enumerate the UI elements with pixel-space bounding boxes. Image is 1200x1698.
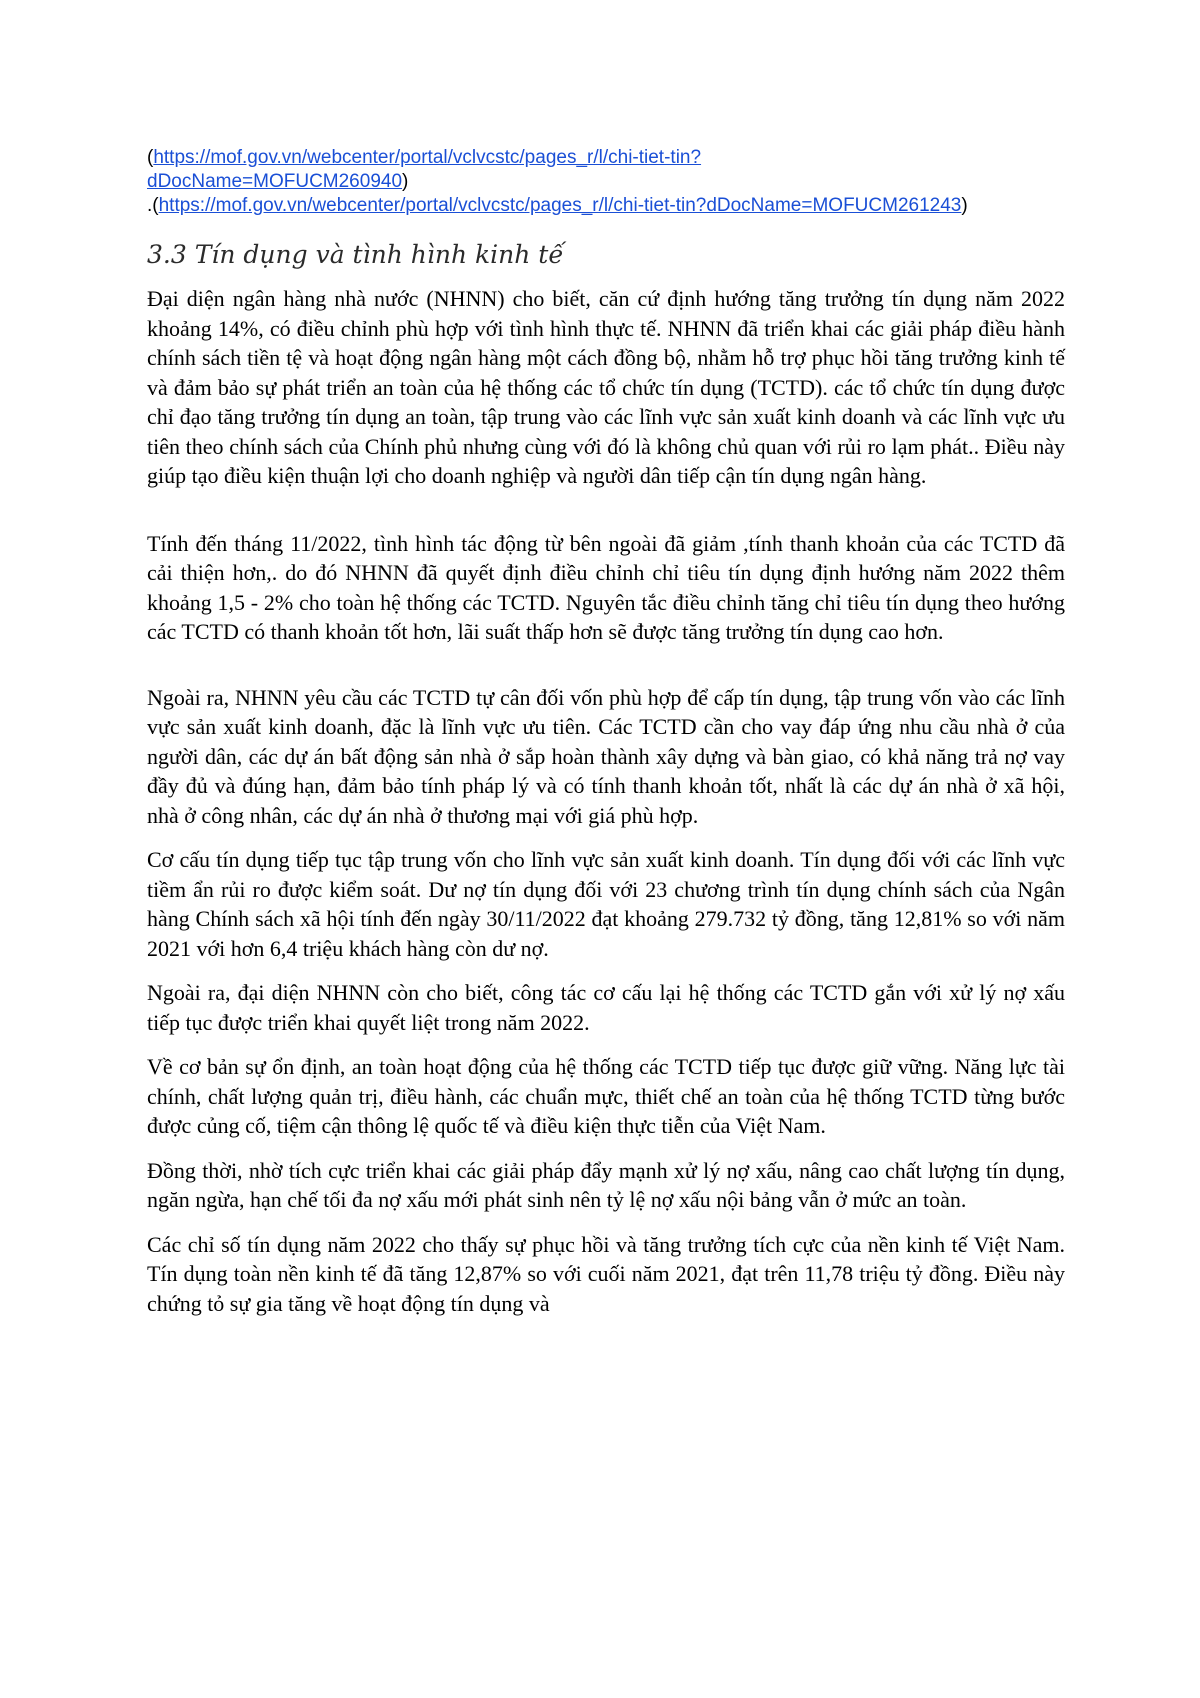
reference-line-2 bbox=[147, 170, 1065, 194]
paragraph-4: Cơ cấu tín dụng tiếp tục tập trung vốn cho lĩnh vực sản xuất kinh doanh. Tín dụng đối với các lĩnh vực tiềm ẩn rủi ro được kiểm soát. Dư nợ tín dụng đối với 23 chương trình tín dụng chính sách của Ngân hàng Chính sách xã hội tính đến ngày 30/11/2022 đạt khoảng 279.732 tỷ đồng, tăng 12,81% so với năm 2021 với hơn 6,4 triệu khách hàng còn dư nợ. bbox=[147, 847, 1065, 961]
reference-link-1-continued[interactable]: dDocName=MOFUCM260940 bbox=[147, 171, 403, 192]
page-content bbox=[147, 146, 1065, 1318]
reference-line-1 bbox=[147, 146, 1065, 170]
paren-close-2: ) bbox=[961, 195, 968, 216]
reference-link-2[interactable]: https://mof.gov.vn/webcenter/portal/vclvcstc/pages_r/l/chi-tiet-tin?dDocName=MOFUCM261243 bbox=[158, 195, 962, 216]
section-heading: 3.3 Tín dụng và tình hình kinh tế bbox=[147, 240, 564, 269]
paragraph-6: Về cơ bản sự ổn định, an toàn hoạt động của hệ thống các TCTD tiếp tục được giữ vững. Năng lực tài chính, chất lượng quản trị, điều hành, các chuẩn mực, thiết chế an toàn của hệ thống TCTD từng bước được củng cố, tiệm cận thông lệ quốc tế và điều kiện thực tiễn của Việt Nam. bbox=[147, 1054, 1065, 1138]
reference-line-3 bbox=[147, 194, 1065, 218]
reference-link-1[interactable]: https://mof.gov.vn/webcenter/portal/vclvcstc/pages_r/l/chi-tiet-tin? bbox=[153, 147, 702, 168]
paragraph-2: Tính đến tháng 11/2022, tình hình tác động từ bên ngoài đã giảm ,tính thanh khoản của các TCTD đã cải thiện hơn,. do đó NHNN đã quyết định điều chỉnh chỉ tiêu tín dụng định hướng năm 2022 thêm khoảng 1,5 - 2% cho toàn hệ thống các TCTD. Nguyên tắc điều chỉnh tăng chỉ tiêu tín dụng theo hướng các TCTD có thanh khoản tốt hơn, lãi suất thấp hơn sẽ được tăng trưởng tín dụng cao hơn. bbox=[147, 530, 1065, 644]
paren-close: ) bbox=[402, 171, 409, 192]
paren-open-2: .( bbox=[147, 195, 159, 216]
paragraph-1: Đại diện ngân hàng nhà nước (NHNN) cho biết, căn cứ định hướng tăng trưởng tín dụng năm 2022 khoảng 14%, có điều chỉnh phù hợp với tình hình thực tế. NHNN đã triển khai các giải pháp điều hành chính sách tiền tệ và hoạt động ngân hàng một cách đồng bộ, nhằm hỗ trợ phục hồi tăng trưởng kinh tế và đảm bảo sự phát triển an toàn của hệ thống các tổ chức tín dụng (TCTD). các tổ chức tín dụng được chỉ đạo tăng trưởng tín dụng an toàn, tập trung vào các lĩnh vực sản xuất kinh doanh và các lĩnh vực ưu tiên theo chính sách của Chính phủ nhưng cùng với đó là không chủ quan với rủi ro lạm phát.. Điều này giúp tạo điều kiện thuận lợi cho doanh nghiệp và người dân tiếp cận tín dụng ngân hàng. bbox=[147, 286, 1065, 488]
paragraph-5: Ngoài ra, đại diện NHNN còn cho biết, công tác cơ cấu lại hệ thống các TCTD gắn với xử lý nợ xấu tiếp tục được triển khai quyết liệt trong năm 2022. bbox=[147, 980, 1065, 1035]
paragraph-8: Các chỉ số tín dụng năm 2022 cho thấy sự phục hồi và tăng trưởng tích cực của nền kinh tế Việt Nam. Tín dụng toàn nền kinh tế đã tăng 12,87% so với cuối năm 2021, đạt trên 11,78 triệu tỷ đồng. Điều này chứng tỏ sự gia tăng về hoạt động tín dụng và bbox=[147, 1231, 1065, 1316]
paragraph-7: Đồng thời, nhờ tích cực triển khai các giải pháp đẩy mạnh xử lý nợ xấu, nâng cao chất lượng tín dụng, ngăn ngừa, hạn chế tối đa nợ xấu mới phát sinh nên tỷ lệ nợ xấu nội bảng vẫn ở mức an toàn. bbox=[147, 1157, 1065, 1212]
paren-open: ( bbox=[147, 147, 154, 168]
paragraph-3: Ngoài ra, NHNN yêu cầu các TCTD tự cân đối vốn phù hợp để cấp tín dụng, tập trung vốn vào các lĩnh vực sản xuất kinh doanh, đặc là lĩnh vực ưu tiên. Các TCTD cần cho vay đáp ứng nhu cầu nhà ở của người dân, các dự án bất động sản nhà ở sắp hoàn thành xây dựng và bàn giao, có khả năng trả nợ vay đầy đủ và đúng hạn, đảm bảo tính pháp lý và có tính thanh khoản tốt, nhất là các dự án nhà ở xã hội, nhà ở công nhân, các dự án nhà ở thương mại với giá phù hợp. bbox=[147, 684, 1065, 828]
references-block bbox=[147, 146, 1065, 218]
